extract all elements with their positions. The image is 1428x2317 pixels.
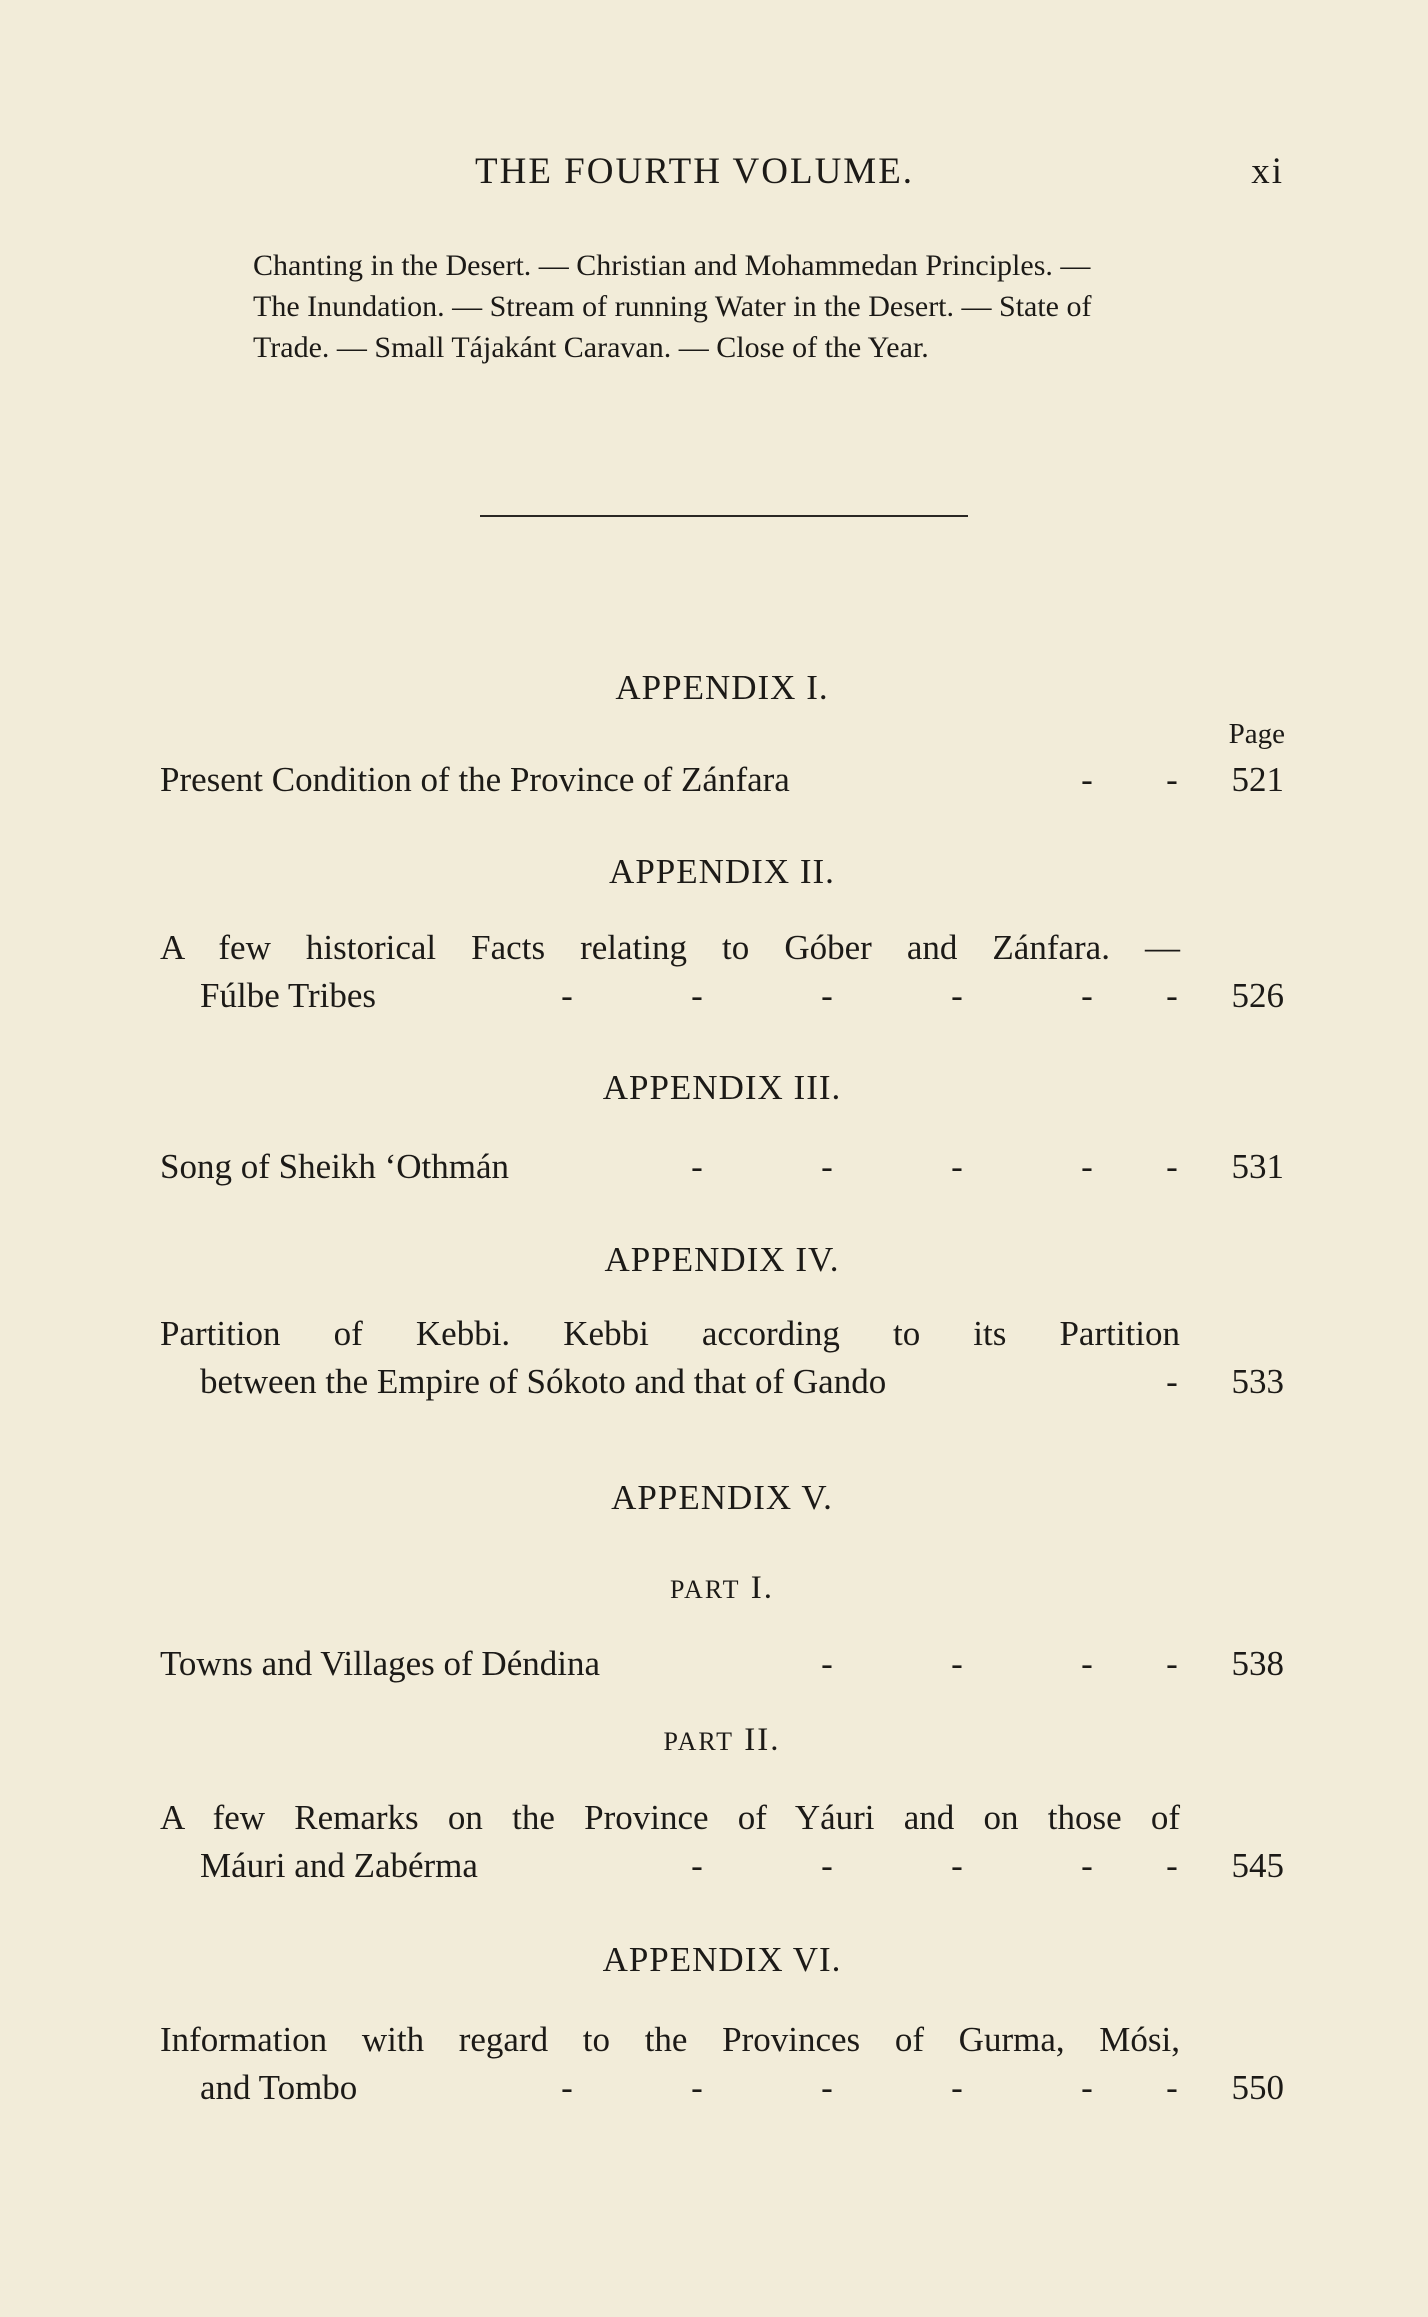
part-heading [160, 1570, 1284, 1607]
entry-text: Partition of Kebbi. Kebbi according to its Partition [160, 1314, 1180, 1353]
leader-dots: - - [1081, 760, 1178, 799]
page-number: 531 [1231, 1147, 1284, 1186]
leader-dots: - [1166, 1362, 1178, 1401]
part-heading [160, 1722, 1284, 1759]
entry-text: Information with regard to the Provinces of Gurma, Mósi, [160, 2020, 1180, 2059]
entry-text: Song of Sheikh ʻOthmán [160, 1147, 510, 1186]
running-head [160, 150, 1284, 200]
folio-number: xi [1251, 151, 1284, 192]
entry-text: Present Condition of the Province of Zánfara [160, 760, 790, 799]
entry-text: and Tombo [200, 2068, 358, 2107]
page-column-label: Page [1228, 718, 1285, 750]
appendix-heading: APPENDIX II. [609, 852, 835, 891]
entry-text: Máuri and Zabérma [200, 1846, 478, 1885]
summary-line: Chanting in the Desert. — Christian and Mohammedan Principles. — [253, 249, 1091, 282]
appendix-heading: APPENDIX V. [611, 1478, 833, 1517]
leader-dots: - - - - - - [561, 2068, 1178, 2107]
section-divider [480, 515, 968, 517]
toc-entry [160, 1794, 1284, 1890]
toc-entry [160, 756, 1284, 804]
page-number: 521 [1231, 760, 1284, 799]
appendix-heading: APPENDIX I. [615, 668, 829, 707]
appendix-heading: APPENDIX IV. [604, 1240, 840, 1279]
appendix-heading: APPENDIX III. [602, 1068, 842, 1107]
page-number: 550 [1231, 2068, 1284, 2107]
page-number: 526 [1231, 976, 1284, 1015]
part-number: II. [744, 1722, 781, 1758]
entry-text: Fúlbe Tribes [200, 976, 377, 1015]
page-number: 545 [1231, 1846, 1284, 1885]
entry-text: A few historical Facts relating to Góber and Zánfara. — [160, 928, 1180, 967]
summary-line: The Inundation. — Stream of running Water in the Desert. — State of [253, 290, 1092, 323]
entry-text: Towns and Villages of Déndina [160, 1644, 600, 1683]
leader-dots: - - - - [821, 1644, 1178, 1683]
toc-entry [160, 1310, 1284, 1406]
running-title: THE FOURTH VOLUME. [475, 151, 915, 192]
part-word: PART [663, 1727, 735, 1756]
part-number: I. [750, 1570, 774, 1606]
toc-entry [160, 1143, 1284, 1191]
leader-dots: - - - - - [691, 1846, 1178, 1885]
toc-entry [160, 924, 1284, 1020]
entry-text: A few Remarks on the Province of Yáuri and on those of [160, 1798, 1180, 1837]
appendix-heading: APPENDIX VI. [602, 1940, 842, 1979]
toc-entry [160, 1640, 1284, 1688]
page-number: 533 [1231, 1362, 1284, 1401]
page-number: 538 [1231, 1644, 1284, 1683]
toc-entry [160, 2016, 1284, 2112]
leader-dots: - - - - - - [561, 976, 1178, 1015]
summary-line: Trade. — Small Tájakánt Caravan. — Close of the Year. [253, 331, 929, 364]
chapter-summary [253, 245, 1277, 368]
part-word: PART [669, 1575, 741, 1604]
leader-dots: - - - - - [691, 1147, 1178, 1186]
entry-text: between the Empire of Sókoto and that of Gando [200, 1362, 887, 1401]
